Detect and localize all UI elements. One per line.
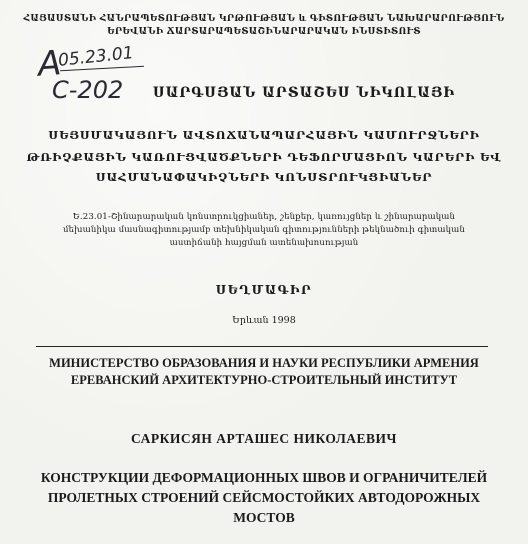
specialty-armenian-line-2: մեխանիկա մասնագիտությամբ տեխնիկական գիտությունների թեկնածուի գիտական [63,225,465,235]
handwritten-code: C-202 [52,76,124,104]
title-russian-line-1: КОНСТРУКЦИИ ДЕФОРМАЦИОННЫХ ШВОВ И ОГРАНИЧИТЕЛЕЙ [40,470,488,485]
handwritten-letter: A [36,43,63,85]
ministry-line-russian: МИНИСТЕРСТВО ОБРАЗОВАНИЯ И НАУКИ РЕСПУБЛИКИ АРМЕНИЯ [49,356,479,370]
title-armenian-line-2: ԹՌԻՉՔԱՅԻՆ ԿԱՌՈՒՑՎԱԾՔՆԵՐԻ ԴԵՖՈՐՄԱՑԻՈՆ ԿԱՐԵՐԻ ԵՎ [26,150,502,164]
title-armenian-line-1: ՍԵՅՍՄԱԿԱՅՈՒՆ ԱՎՏՈՃԱՆԱՊԱՐՀԱՅԻՆ ԿԱՄՈՒՐՋՆԵՐԻ [48,128,480,142]
specialty-armenian-line-3: աստիճանի հայցման ատենախոսության [169,238,359,248]
ministry-line-armenian: ՀԱՅԱՍՏԱՆԻ ՀԱՆՐԱՊԵՏՈՒԹՅԱՆ ԿՐԹՈՒԹՅԱՆ և ԳԻՏՈՒԹՅԱՆ ՆԱԽԱՐԱՐՈՒԹՅՈՒՆ [23,14,505,24]
title-russian-line-3: МОСТОВ [233,510,295,525]
handwritten-date: 05.23.01 [57,43,135,71]
abstract-label-armenian: ՍԵՂՄԱԳԻՐ [215,283,313,297]
title-russian-line-2: ПРОЛЕТНЫХ СТРОЕНИЙ СЕЙСМОСТОЙКИХ АВТОДОРОЖНЫХ [47,490,481,505]
specialty-armenian-line-1: Ե.23.01-Շինարարական կոնստրուկցիաներ, շենքեր, կառույցներ և շինարարական [72,212,456,222]
section-divider [36,346,488,347]
author-name-armenian: ՍԱՐԳՍՅԱՆ ԱՐՏԱՇԵՍ ՆԻԿՈԼԱՅԻ [152,85,456,101]
institute-line-russian: ЕРЕВАНСКИЙ АРХИТЕКТУРНО-СТРОИТЕЛЬНЫЙ ИНСТИТУТ [70,373,458,387]
institute-line-armenian: ԵՐԵՎԱՆԻ ՃԱՐՏԱՐԱՊԵՏԱՇԻՆԱՐԱՐԱԿԱՆ ԻՆՍՏԻՏՈՒՏ [107,27,421,37]
city-year-armenian: Երևան 1998 [232,315,296,326]
author-name-russian: САРКИСЯН АРТАШЕС НИКОЛАЕВИЧ [131,431,397,446]
title-armenian-line-3: ՍԱՀՄԱՆԱՓԱԿԻՉՆԵՐԻ ԿՈՆՍՏՐՈՒԿՑԻԱՆԵՐ [95,170,433,184]
